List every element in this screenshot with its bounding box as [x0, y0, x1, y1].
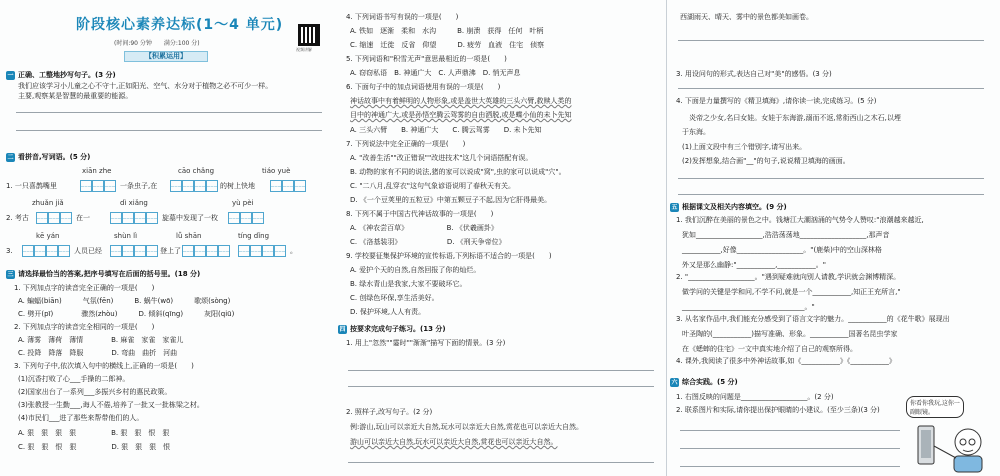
answer-line[interactable]	[680, 466, 900, 467]
question-line: (3)张教授一生勤___,诲人不倦,培养了一批又一批栋梁之材。	[18, 401, 204, 409]
question-line: (4)市民们___进了那些来帮带他们的人。	[18, 414, 144, 422]
answer-line[interactable]	[678, 178, 984, 179]
section-number-icon: 六	[671, 379, 678, 386]
char-grid[interactable]	[22, 245, 70, 257]
example-line: 游山可以亲近大自然,玩水可以亲近大自然,赏花也可以亲近大自然。	[350, 438, 558, 446]
section-banner: 【积累运用】	[124, 51, 208, 62]
copy-sentence-2: 主要,观察某是智慧的最重要的能源。	[18, 92, 133, 100]
char-grid[interactable]	[270, 180, 306, 192]
fill-text: 3.	[6, 247, 13, 255]
pinyin: yù pèi	[232, 199, 254, 207]
char-grid[interactable]	[182, 245, 230, 257]
answer-line[interactable]	[680, 430, 900, 431]
section-3-title: 三 请选择最恰当的答案,把序号填写在后面的括号里。(18 分)	[7, 270, 201, 278]
option-line: C. 《洛基装羽》 D. 《刑天争帝位》	[350, 238, 506, 246]
section-2-title: 二 看拼音,写词语。(5 分)	[7, 153, 91, 161]
fill-text: 在一	[76, 214, 90, 222]
answer-line[interactable]	[16, 112, 322, 113]
pinyin: xiān zhe	[82, 167, 112, 175]
question-line: 8. 下列不属于中国古代神话故事的一项是( )	[346, 210, 494, 218]
fill-line: 外又是那么幽静:"___________,___________。"	[682, 261, 827, 269]
answer-line[interactable]	[680, 448, 900, 449]
pinyin: kē yán	[36, 232, 60, 240]
pinyin: tíng dǐng	[238, 232, 270, 240]
section-number-icon: 一	[7, 72, 14, 79]
pinyin: dì xiǎng	[120, 199, 148, 207]
answer-line[interactable]	[348, 386, 654, 387]
question-line: 1. 右图反映的问题是___________________。(2 分)	[676, 393, 834, 401]
fill-line: 做学问的关键是学和问,不学不问,就是一个___________,知正王充所言,"	[682, 288, 901, 296]
option-line: A. 狠 狠 狠 狠 B. 狠 狠 恨 狠	[18, 429, 170, 437]
question-line: C. 劈开(pī) 骤然(zhòu) D. 倾斜(qīng) 灰阳(qiū)	[18, 310, 235, 318]
question-line: 1. 用上"忽然""霎时""渐渐"描写下面的情景。(3 分)	[346, 339, 506, 347]
char-grid[interactable]	[170, 180, 218, 192]
passage-line: 炎帝之少女,名曰女娃。女娃于东海游,溺而不返,常衔西山之木石,以堙	[682, 114, 901, 122]
answer-line[interactable]	[348, 370, 654, 371]
question-line: (2)发挥想象,结合画"__"的句子,说说精卫填海的画面。	[682, 157, 850, 165]
option-line: B. 绿水青山是我家,大家不要破坏它。	[350, 280, 467, 288]
option-line: A. 窃窃私语 B. 神通广大 C. 人声鼎沸 D. 悄无声息	[350, 69, 521, 77]
option-line: A. 铁如 逐渐 柔和 水沟 B. 崩溃 获得 任何 叶柄	[350, 27, 544, 35]
option-line: A. "改善生活""改正错误""改进技术"这几个词语搭配有误。	[350, 154, 533, 162]
fill-line: 4. 课外,我阅读了很多中外神话故事,如《___________》《___________》	[676, 357, 896, 365]
option-line: A. 《神农尝百草》 B. 《伏羲画卦》	[350, 224, 498, 232]
page-title: 阶段核心素养达标(1～4 单元)	[76, 17, 284, 33]
fill-text: 。	[290, 247, 297, 255]
question-line: 2. 下列加点字的读音完全相同的一项是( )	[14, 323, 155, 331]
pinyin: tiáo yuè	[262, 167, 291, 175]
page-fold	[666, 0, 667, 476]
char-grid[interactable]	[238, 245, 286, 257]
kid-with-phone-icon	[906, 396, 990, 474]
copy-sentence: 我们应该学习小儿童之心不守十,正如阳光、空气、水分对于植物之必不可少一样。	[18, 82, 273, 90]
question-line: (1)上面文段中有三个错别字,请写出来。	[682, 143, 807, 151]
section-number-icon: 三	[7, 271, 14, 278]
question-line: 1. 下列加点字的读音完全正确的一项是( )	[14, 284, 155, 292]
char-grid[interactable]	[36, 212, 72, 224]
question-line: (2)国家出台了一系列___多振兴乡村的惠民政策。	[18, 388, 172, 396]
section-5-title: 五 根据课文及相关内容填空。(9 分)	[671, 203, 787, 211]
qr-code-icon[interactable]	[298, 24, 320, 46]
question-line: (1)沉香打败了心___手操的二郎神。	[18, 375, 130, 383]
fill-text: 旋墓中发现了一枚	[162, 214, 218, 222]
option-line: A. 爱护个天的自然,自然回报了你的灿烂。	[350, 266, 481, 274]
fill-text: 1. 一只喜鹊嘴里	[6, 182, 57, 190]
pinyin: lǚ shān	[176, 232, 202, 240]
fill-line: 叶圣陶的(___________)描写准确、形象。___________国著名昆虫学家	[682, 330, 898, 338]
answer-line[interactable]	[678, 194, 984, 195]
option-line: C. 创绿色环保,享生活美好。	[350, 294, 439, 302]
section-number-icon: 五	[671, 204, 678, 211]
option-line: A. 三头六臂 B. 神通广大 C. 腾云驾雾 D. 未卜先知	[350, 126, 542, 134]
section-6-title: 六 综合实践。(5 分)	[671, 378, 738, 386]
passage-line: 于东海。	[682, 128, 710, 136]
question-line: 6. 下面句子中的加点词语使用有误的一项是( )	[346, 83, 501, 91]
passage-line: 目中的神通广大,或是孙悟空腾云驾雾的自由洒脱,或是蝶小仙的未卜先知	[350, 111, 572, 119]
char-grid[interactable]	[110, 245, 158, 257]
question-line: 4. 下面是力量撰写的《精卫填海》,请你读一读,完成练习。(5 分)	[676, 97, 877, 105]
question-line: 7. 下列说法中完全正确的一项是( )	[346, 140, 466, 148]
fill-text: 2. 考古	[6, 214, 29, 222]
option-line: C. 狠 狠 恨 狠 D. 狠 狠 狠 恨	[18, 443, 171, 451]
fill-line: 3. 从名家作品中,我们能充分感受到了语言文字的魅力。___________的《花牛歌》展现出	[676, 315, 950, 323]
question-line: 9. 学校要征集保护环境的宣传标语,下列标语不适合的一项是( )	[346, 252, 552, 260]
column-left	[6, 0, 328, 476]
option-line: C. "二八月,乱穿衣"这句气象谚语说明了春秋天有关。	[350, 182, 516, 190]
text-line: 西湖雨天、晴天、雾中的景色都美如画卷。	[680, 13, 813, 21]
passage-line: 神话故事中有着鲜明的人物形象,或是盖世大英雄的三头六臂,救赎人类的	[350, 97, 572, 105]
speech-bubble: 你看你我玩,这你一副眼镜。	[906, 396, 964, 418]
answer-line[interactable]	[678, 40, 984, 41]
section-number-icon: 四	[339, 326, 346, 333]
option-line: D. 《一个豆荚里的五粒豆》中第五颗豆子不起,因为它肝得最美。	[350, 196, 552, 204]
fill-text: 的树上快地	[220, 182, 255, 190]
option-line: B. 动物的家有不同的说法,猪的家可以说成"窝",虫的家可以说成"穴"。	[350, 168, 566, 176]
fill-line: 犹如___________________,浩浩荡荡地___________________,那声音	[682, 231, 890, 239]
cartoon-illustration	[906, 396, 990, 474]
example-line: 例:游山,玩山可以亲近大自然,玩水可以亲近大自然,赏花也可以亲近大自然。	[350, 423, 584, 431]
question-line: 3. 用设问句的形式,表达自己对"美"的感悟。(3 分)	[676, 70, 832, 78]
option-line: D. 保护环境,人人有责。	[350, 308, 426, 316]
pinyin: shùn lì	[114, 232, 138, 240]
question-line: A. 薄雾 薄荷 薄情 B. 麻雀 家雀 家雀儿	[18, 336, 184, 344]
char-grid[interactable]	[80, 180, 116, 192]
pinyin: zhuǎn jiǎ	[32, 199, 64, 207]
question-line: 3. 下列句子中,依次填入句中的横线上,正确的一项是( )	[14, 362, 194, 370]
section-1-title: 一 正确、工整地抄写句子。(3 分)	[7, 71, 116, 79]
question-line: C. 投降 降落 降服 D. 弯曲 曲折 河曲	[18, 349, 178, 357]
answer-line[interactable]	[16, 130, 322, 131]
fill-text: 人员已经	[74, 247, 102, 255]
fill-line: 2. "___________________。"遇到疑难就向别人请教,学识就会渊博精深。	[676, 273, 901, 281]
question-line: 2. 联系图片和实际,请你提出保护眼睛的小建议。(至少三条)(3 分)	[676, 406, 880, 414]
char-grid[interactable]	[110, 212, 158, 224]
section-4-title: 四 按要求完成句子练习。(13 分)	[339, 325, 446, 333]
fill-text: 登上了	[160, 247, 181, 255]
column-middle	[338, 0, 660, 476]
answer-line[interactable]	[348, 462, 654, 463]
answer-line[interactable]	[678, 88, 984, 89]
section-number-icon: 二	[7, 154, 14, 161]
fill-line: ___________________________________。"	[682, 303, 815, 311]
fill-text: 一条虫子,在	[120, 182, 158, 190]
option-line: C. 缩速 迁徙 反省 仰望 D. 疲劳 血液 住宅 侦察	[350, 41, 545, 49]
fill-line: 在《蟋蟀的住宅》一文中真实地介绍了自己的观察所得。	[682, 345, 857, 353]
question-line: 2. 照样子,改写句子。(2 分)	[346, 408, 433, 416]
char-grid[interactable]	[228, 212, 264, 224]
question-line: A. 蝙蝠(biān) 气氛(fēn) B. 蜗牛(wō) 歌颂(sòng)	[18, 297, 231, 305]
exam-meta: (时间:90 分钟 满分:100 分)	[114, 40, 200, 47]
fill-line: 1. 我们沉醉在美丽的景色之中。钱塘江大潮汹涌的气势令人赞叹:"浪潮越来越近,	[676, 216, 924, 224]
qr-caption: 视频讲解	[296, 47, 312, 52]
pinyin: cāo chǎng	[178, 167, 215, 175]
fill-line: ___________,好像___________________。"(鹿柴)中的空山深林格	[682, 246, 882, 254]
question-line: 4. 下列词语书写有误的一项是( )	[346, 13, 459, 21]
question-line: 5. 下列词语和"积雪无声"意思最相近的一项是( )	[346, 55, 507, 63]
